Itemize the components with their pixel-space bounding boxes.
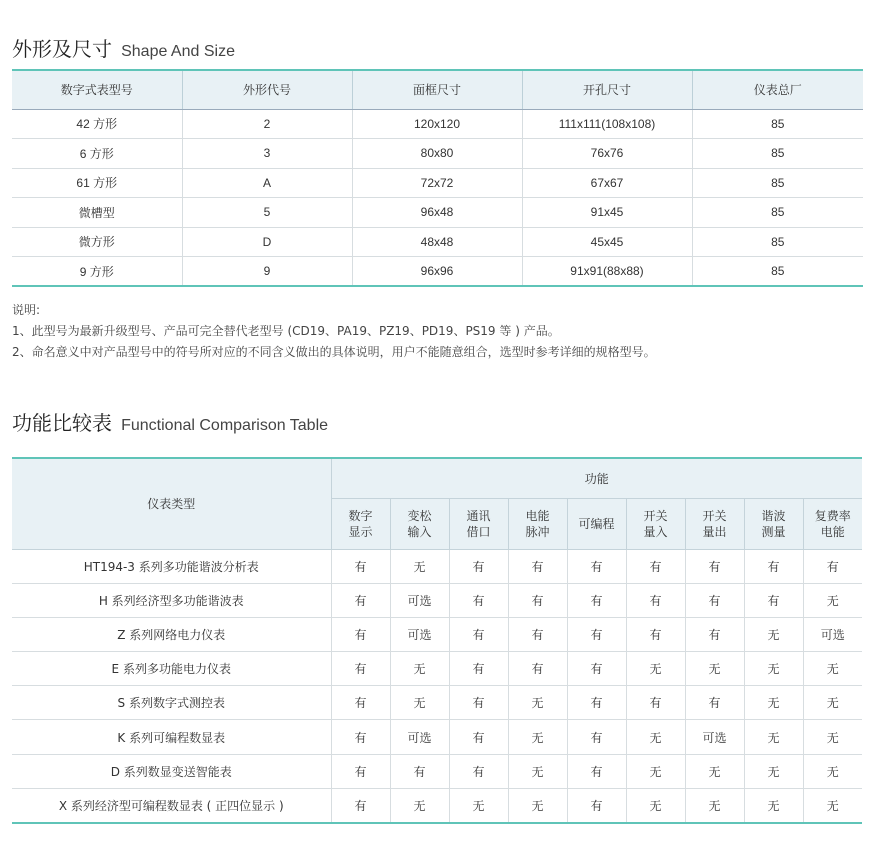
function-column-line-1: 电能 [525,508,550,523]
table-row [12,257,863,287]
function-column-header [744,498,803,549]
frame-size-cell: 96x96 [352,257,522,287]
feature-cell: 无 [803,583,862,617]
meter-type-cell: Z 系列网络电力仪表 [12,617,331,651]
size-header-model: 数字式表型号 [12,70,182,109]
feature-cell: 有 [331,720,390,754]
feature-cell: 可选 [390,617,449,651]
cutout-size-cell: 45x45 [522,227,692,257]
feature-cell: 有 [803,549,862,583]
depth-cell: 85 [692,257,863,287]
size-title-zh: 外形及尺寸 [12,37,112,61]
table-row [12,686,862,720]
function-comparison-table [12,457,862,824]
function-column-line-1: 复费率 [814,508,851,523]
meter-type-cell: HT194-3 系列多功能谐波分析表 [12,549,331,583]
feature-cell: 有 [626,686,685,720]
function-table-head [12,458,862,549]
feature-cell: 无 [508,754,567,788]
feature-cell: 无 [508,720,567,754]
depth-cell: 85 [692,139,863,169]
feature-cell: 无 [803,686,862,720]
function-column-line-1: 变松 [407,508,432,523]
table-row [12,617,862,651]
feature-cell: 有 [744,583,803,617]
function-column-header [508,498,567,549]
feature-cell: 有 [449,583,508,617]
feature-cell: 有 [567,617,626,651]
feature-cell: 有 [567,549,626,583]
model-shape: 方形 [89,264,114,279]
cutout-size-cell: 91x45 [522,198,692,228]
feature-cell: 有 [331,617,390,651]
feature-cell: 有 [449,720,508,754]
cutout-size-cell: 67x67 [522,168,692,198]
function-title-en: Functional Comparison Table [121,417,329,434]
model-number: 9 [79,264,90,279]
cutout-size-cell: 76x76 [522,139,692,169]
feature-cell: 有 [331,754,390,788]
function-column-line-2: 显示 [348,524,373,539]
model-shape: 微方形 [78,235,115,250]
frame-size-cell: 72x72 [352,168,522,198]
function-column-header [685,498,744,549]
function-column-line-1: 通讯 [466,508,491,523]
meter-type-cell: H 系列经济型多功能谐波表 [12,583,331,617]
model-cell [12,227,182,257]
model-cell [12,139,182,169]
function-column-header [390,498,449,549]
meter-type-cell: X 系列经济型可编程数显表 ( 正四位显示 ) [12,788,331,822]
feature-cell: 有 [449,686,508,720]
code-cell: A [182,168,352,198]
table-row [12,549,862,583]
feature-cell: 有 [449,617,508,651]
model-cell [12,109,182,139]
feature-cell: 有 [331,583,390,617]
feature-cell: 有 [567,583,626,617]
notes-line-1: 1、此型号为最新升级型号、产品可完全替代老型号 (CD19、PA19、PZ19、PD19、PS19 等 ) 产品。 [12,324,560,338]
model-number: 6 [79,146,90,161]
feature-cell: 无 [744,617,803,651]
feature-cell: 无 [803,754,862,788]
feature-cell: 有 [508,652,567,686]
feature-cell: 无 [744,652,803,686]
feature-cell: 无 [626,652,685,686]
model-shape: 方形 [89,146,114,161]
function-column-header [626,498,685,549]
table-row [12,227,863,257]
table-row [12,754,862,788]
feature-cell: 可选 [390,583,449,617]
function-column-line-2: 电能 [820,524,845,539]
feature-cell: 有 [331,788,390,822]
function-column-line-1: 谐波 [761,508,786,523]
model-shape: 方形 [93,117,118,132]
table-row [12,720,862,754]
feature-cell: 有 [331,652,390,686]
feature-cell: 无 [390,652,449,686]
feature-cell: 有 [685,686,744,720]
feature-cell: 有 [626,549,685,583]
table-row [12,198,863,228]
table-row [12,788,862,822]
feature-cell: 有 [331,686,390,720]
function-column-line-1: 开关 [702,508,727,523]
function-column-line-1: 开关 [643,508,668,523]
table-row [12,139,863,169]
feature-cell: 无 [685,754,744,788]
table-row [12,652,862,686]
size-header-depth: 仪表总厂 [692,70,863,109]
notes-heading: 说明: [12,303,41,317]
model-number: 61 [76,176,94,191]
function-column-line-2: 借口 [466,524,491,539]
feature-cell: 有 [449,754,508,788]
feature-cell: 无 [685,652,744,686]
function-column-header [803,498,862,549]
feature-cell: 无 [626,788,685,822]
feature-cell: 有 [685,617,744,651]
feature-cell: 无 [803,652,862,686]
code-cell: D [182,227,352,257]
feature-cell: 有 [567,754,626,788]
feature-cell: 有 [567,686,626,720]
size-section-title [12,33,235,62]
model-cell [12,257,182,287]
function-column-line-2: 输入 [407,524,432,539]
model-cell [12,168,182,198]
feature-cell: 有 [390,754,449,788]
table-row [12,168,863,198]
function-column-line-1: 数字 [348,508,373,523]
size-table-body [12,109,863,286]
function-header-row-1 [12,458,862,498]
frame-size-cell: 120x120 [352,109,522,139]
feature-cell: 有 [449,549,508,583]
model-number: 42 [76,117,94,132]
code-cell: 9 [182,257,352,287]
cutout-size-cell: 111x111(108x108) [522,109,692,139]
feature-cell: 有 [449,652,508,686]
function-column-line-2: 脉冲 [525,524,550,539]
feature-cell: 有 [508,549,567,583]
feature-cell: 无 [626,720,685,754]
table-row [12,109,863,139]
feature-cell: 有 [567,720,626,754]
feature-cell: 有 [626,583,685,617]
code-cell: 3 [182,139,352,169]
feature-cell: 有 [626,617,685,651]
code-cell: 5 [182,198,352,228]
model-shape: 微槽型 [78,205,115,220]
feature-cell: 无 [390,788,449,822]
depth-cell: 85 [692,109,863,139]
feature-cell: 有 [744,549,803,583]
meter-type-cell: K 系列可编程数显表 [12,720,331,754]
meter-type-cell: S 系列数字式测控表 [12,686,331,720]
feature-cell: 无 [508,686,567,720]
feature-cell: 有 [567,788,626,822]
feature-cell: 无 [390,686,449,720]
depth-cell: 85 [692,198,863,228]
cutout-size-cell: 91x91(88x88) [522,257,692,287]
feature-cell: 无 [744,720,803,754]
feature-cell: 无 [803,720,862,754]
function-group-header: 功能 [331,458,862,498]
feature-cell: 无 [626,754,685,788]
size-title-en: Shape And Size [121,43,235,60]
feature-cell: 无 [744,788,803,822]
function-column-header [567,498,626,549]
feature-cell: 有 [685,583,744,617]
feature-cell: 有 [567,652,626,686]
feature-cell: 有 [331,549,390,583]
size-table [12,69,863,287]
feature-cell: 无 [803,788,862,822]
function-table-body [12,549,862,823]
feature-cell: 可选 [390,720,449,754]
frame-size-cell: 80x80 [352,139,522,169]
depth-cell: 85 [692,168,863,198]
feature-cell: 可选 [803,617,862,651]
function-column-line-2: 测量 [761,524,786,539]
size-table-header-row [12,70,863,109]
function-column-header [449,498,508,549]
meter-type-cell: D 系列数显变送智能表 [12,754,331,788]
model-shape: 方形 [93,176,118,191]
model-cell [12,198,182,228]
feature-cell: 无 [508,788,567,822]
feature-cell: 无 [390,549,449,583]
size-header-cutout: 开孔尺寸 [522,70,692,109]
feature-cell: 可选 [685,720,744,754]
code-cell: 2 [182,109,352,139]
meter-type-cell: E 系列多功能电力仪表 [12,652,331,686]
feature-cell: 有 [685,549,744,583]
function-column-line-2: 量入 [643,524,668,539]
feature-cell: 无 [744,686,803,720]
frame-size-cell: 48x48 [352,227,522,257]
frame-size-cell: 96x48 [352,198,522,228]
function-column-header [331,498,390,549]
feature-cell: 无 [449,788,508,822]
feature-cell: 有 [508,617,567,651]
function-section-title [12,407,328,436]
function-column-line-1: 可编程 [578,516,615,531]
table-row [12,583,862,617]
feature-cell: 有 [508,583,567,617]
depth-cell: 85 [692,227,863,257]
notes-line-2: 2、命名意义中对产品型号中的符号所对应的不同含义做出的具体说明，用户不能随意组合，选型时参考详细的规格型号。 [12,345,656,359]
function-column-line-2: 量出 [702,524,727,539]
size-header-code: 外形代号 [182,70,352,109]
meter-type-header: 仪表类型 [12,458,331,549]
notes [12,300,656,363]
size-header-frame: 面框尺寸 [352,70,522,109]
feature-cell: 无 [685,788,744,822]
function-title-zh: 功能比较表 [12,411,112,435]
feature-cell: 无 [744,754,803,788]
